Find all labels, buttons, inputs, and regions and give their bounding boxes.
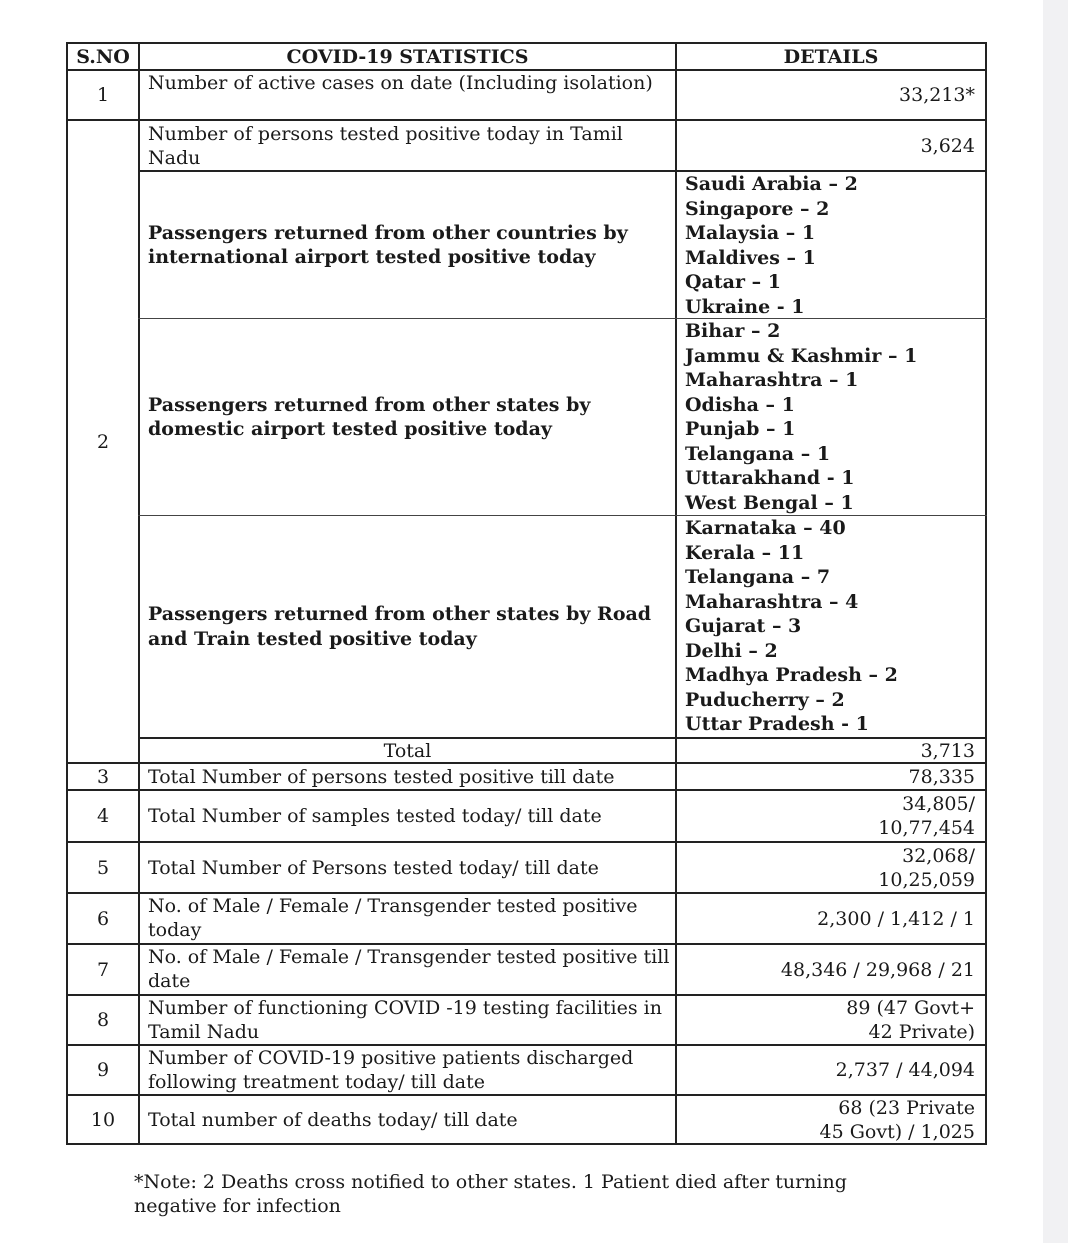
row-6-sno: 6 bbox=[96, 907, 110, 930]
list-item: West Bengal – 1 bbox=[685, 491, 854, 514]
row-1-sno: 1 bbox=[96, 84, 110, 106]
row-2-total-label: Total bbox=[383, 739, 432, 762]
table-border-right bbox=[985, 42, 987, 1145]
row-8-value-line2: 42 Private) bbox=[868, 1021, 975, 1043]
row-2-road-train-statistic: Passengers returned from other states by Road and Train tested positive today bbox=[148, 603, 652, 650]
row-2-road-train-list bbox=[677, 516, 985, 737]
row-10-statistic: Total number of deaths today/ till date bbox=[148, 1108, 518, 1131]
row-10-value-line1: 68 (23 Private bbox=[838, 1097, 975, 1119]
row-9-statistic: Number of COVID-19 positive patients discharged following treatment today/ till date bbox=[148, 1047, 634, 1093]
row-5-sno: 5 bbox=[96, 856, 110, 879]
row-10-value bbox=[677, 1096, 985, 1143]
covid-statistics-table bbox=[66, 42, 987, 1145]
row-1-value: 33,213* bbox=[899, 84, 975, 106]
list-item: Delhi – 2 bbox=[685, 639, 778, 662]
side-scroll-strip bbox=[1043, 0, 1068, 1243]
row-5-value bbox=[677, 843, 985, 892]
row-8-sno: 8 bbox=[96, 1009, 110, 1031]
row-2-domestic-statistic: Passengers returned from other states by domestic airport tested positive today bbox=[148, 393, 591, 440]
row-3-sno: 3 bbox=[96, 765, 110, 788]
list-item: Odisha – 1 bbox=[685, 393, 795, 416]
row-4-sno: 4 bbox=[96, 805, 110, 827]
row-2-domestic-list bbox=[677, 319, 985, 515]
list-item: Uttarakhand - 1 bbox=[685, 467, 855, 489]
list-item: Kerala – 11 bbox=[685, 541, 805, 564]
row-4-value-today: 34,805/ bbox=[902, 793, 975, 815]
row-2-international-statistic: Passengers returned from other countries by international airport tested positive today bbox=[148, 221, 628, 268]
row-line bbox=[66, 119, 987, 121]
list-item: Qatar – 1 bbox=[685, 271, 781, 293]
row-4-statistic: Total Number of samples tested today/ till date bbox=[148, 805, 602, 827]
list-item: Ukraine - 1 bbox=[685, 295, 805, 318]
list-item: Saudi Arabia – 2 bbox=[685, 173, 858, 195]
list-item: Maldives – 1 bbox=[685, 246, 816, 269]
list-item: Jammu & Kashmir – 1 bbox=[685, 344, 918, 367]
row-10-sno: 10 bbox=[90, 1108, 116, 1131]
row-10-value-line2: 45 Govt) / 1,025 bbox=[819, 1121, 975, 1143]
list-item: Gujarat – 3 bbox=[685, 615, 802, 637]
row-9-sno: 9 bbox=[96, 1059, 110, 1081]
row-2-sno: 2 bbox=[96, 431, 110, 453]
row-5-statistic: Total Number of Persons tested today/ till date bbox=[148, 856, 599, 879]
header-statistics: COVID-19 STATISTICS bbox=[286, 45, 529, 68]
row-4-value bbox=[677, 791, 985, 841]
list-item: Madhya Pradesh – 2 bbox=[685, 664, 898, 686]
list-item: Maharashtra – 4 bbox=[685, 590, 859, 613]
list-item: Karnataka – 40 bbox=[685, 517, 846, 539]
list-item: Puducherry – 2 bbox=[685, 688, 845, 711]
row-3-value: 78,335 bbox=[908, 765, 975, 788]
row-8-value-line1: 89 (47 Govt+ bbox=[846, 997, 975, 1019]
row-1-statistic: Number of active cases on date (Including isolation) bbox=[148, 72, 653, 94]
row-7-sno: 7 bbox=[96, 958, 110, 981]
row-8-statistic: Number of functioning COVID -19 testing facilities in Tamil Nadu bbox=[148, 997, 662, 1043]
row-7-value: 48,346 / 29,968 / 21 bbox=[780, 958, 975, 981]
list-item: Uttar Pradesh - 1 bbox=[685, 713, 869, 735]
row-2-tested-positive-today-value: 3,624 bbox=[920, 135, 975, 157]
list-item: Maharashtra – 1 bbox=[685, 369, 859, 391]
row-8-value bbox=[677, 996, 985, 1044]
row-9-value: 2,737 / 44,094 bbox=[835, 1059, 975, 1081]
list-item: Malaysia – 1 bbox=[685, 222, 816, 244]
header-details: DETAILS bbox=[783, 45, 879, 68]
list-item: Bihar – 2 bbox=[685, 320, 781, 342]
list-item: Singapore – 2 bbox=[685, 197, 830, 220]
list-item: Telangana – 1 bbox=[685, 442, 831, 465]
row-6-statistic: No. of Male / Female / Transgender tested positive today bbox=[148, 895, 638, 941]
row-2-tested-positive-today: Number of persons tested positive today in Tamil Nadu bbox=[148, 123, 623, 169]
row-6-value: 2,300 / 1,412 / 1 bbox=[817, 907, 975, 930]
row-4-value-till-date: 10,77,454 bbox=[878, 817, 975, 839]
header-sno: S.NO bbox=[76, 45, 130, 68]
list-item: Telangana – 7 bbox=[685, 566, 831, 588]
row-3-statistic: Total Number of persons tested positive till date bbox=[148, 765, 615, 788]
row-7-statistic: No. of Male / Female / Transgender tested positive till date bbox=[148, 946, 670, 992]
row-5-value-today: 32,068/ bbox=[902, 844, 975, 867]
row-2-total-value: 3,713 bbox=[920, 739, 975, 762]
list-item: Punjab – 1 bbox=[685, 418, 796, 440]
row-5-value-till-date: 10,25,059 bbox=[878, 868, 975, 891]
footnote: *Note: 2 Deaths cross notified to other states. 1 Patient died after turning negative for infection bbox=[134, 1171, 847, 1217]
row-2-international-list bbox=[677, 172, 985, 318]
